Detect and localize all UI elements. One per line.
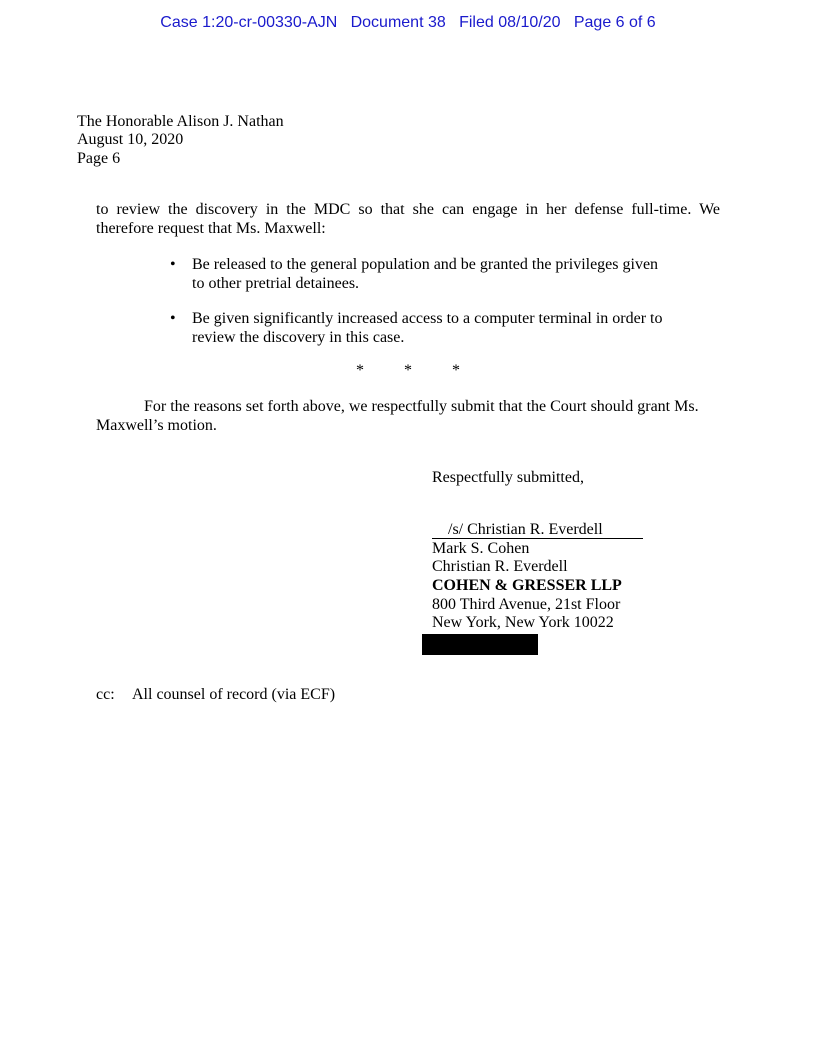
electronic-signature: /s/ Christian R. Everdell	[448, 521, 603, 538]
addressee-name: The Honorable Alison J. Nathan	[77, 113, 284, 130]
case-header-stamp: Case 1:20-cr-00330-AJN Document 38 Filed 08/10/20 Page 6 of 6	[160, 14, 656, 31]
firm-address-line-2: New York, New York 10022	[432, 614, 614, 631]
letter-date: August 10, 2020	[77, 131, 184, 148]
body-paragraph-line-1: to review the discovery in the MDC so that she can engage in her defense full-time. We	[96, 201, 720, 218]
bullet-1-line-2: to other pretrial detainees.	[192, 275, 360, 292]
attorney-name-1: Mark S. Cohen	[432, 540, 530, 557]
closing-salutation: Respectfully submitted,	[432, 469, 584, 486]
cc-recipients: All counsel of record (via ECF)	[132, 686, 336, 703]
bullet-1-line-1: Be released to the general population and be granted the privileges given	[192, 256, 659, 273]
conclusion-line-1: For the reasons set forth above, we respectfully submit that the Court should grant Ms.	[144, 398, 699, 415]
conclusion-line-2: Maxwell’s motion.	[96, 417, 217, 434]
bullet-2-line-1: Be given significantly increased access to a computer terminal in order to	[192, 310, 663, 327]
law-firm-name: COHEN & GRESSER LLP	[432, 577, 622, 594]
redaction-box	[422, 634, 538, 655]
bullet-point: •	[170, 310, 176, 327]
body-paragraph-line-2: therefore request that Ms. Maxwell:	[96, 220, 326, 237]
page-number: Page 6	[77, 150, 121, 167]
firm-address-line-1: 800 Third Avenue, 21st Floor	[432, 596, 621, 613]
signature-line	[432, 521, 643, 539]
separator-star: *	[452, 362, 460, 379]
bullet-point: •	[170, 256, 176, 273]
separator-star: *	[404, 362, 412, 379]
bullet-2-line-2: review the discovery in this case.	[192, 329, 405, 346]
section-separator	[0, 362, 816, 382]
cc-label: cc:	[96, 686, 115, 703]
separator-star: *	[356, 362, 364, 379]
attorney-name-2: Christian R. Everdell	[432, 558, 568, 575]
